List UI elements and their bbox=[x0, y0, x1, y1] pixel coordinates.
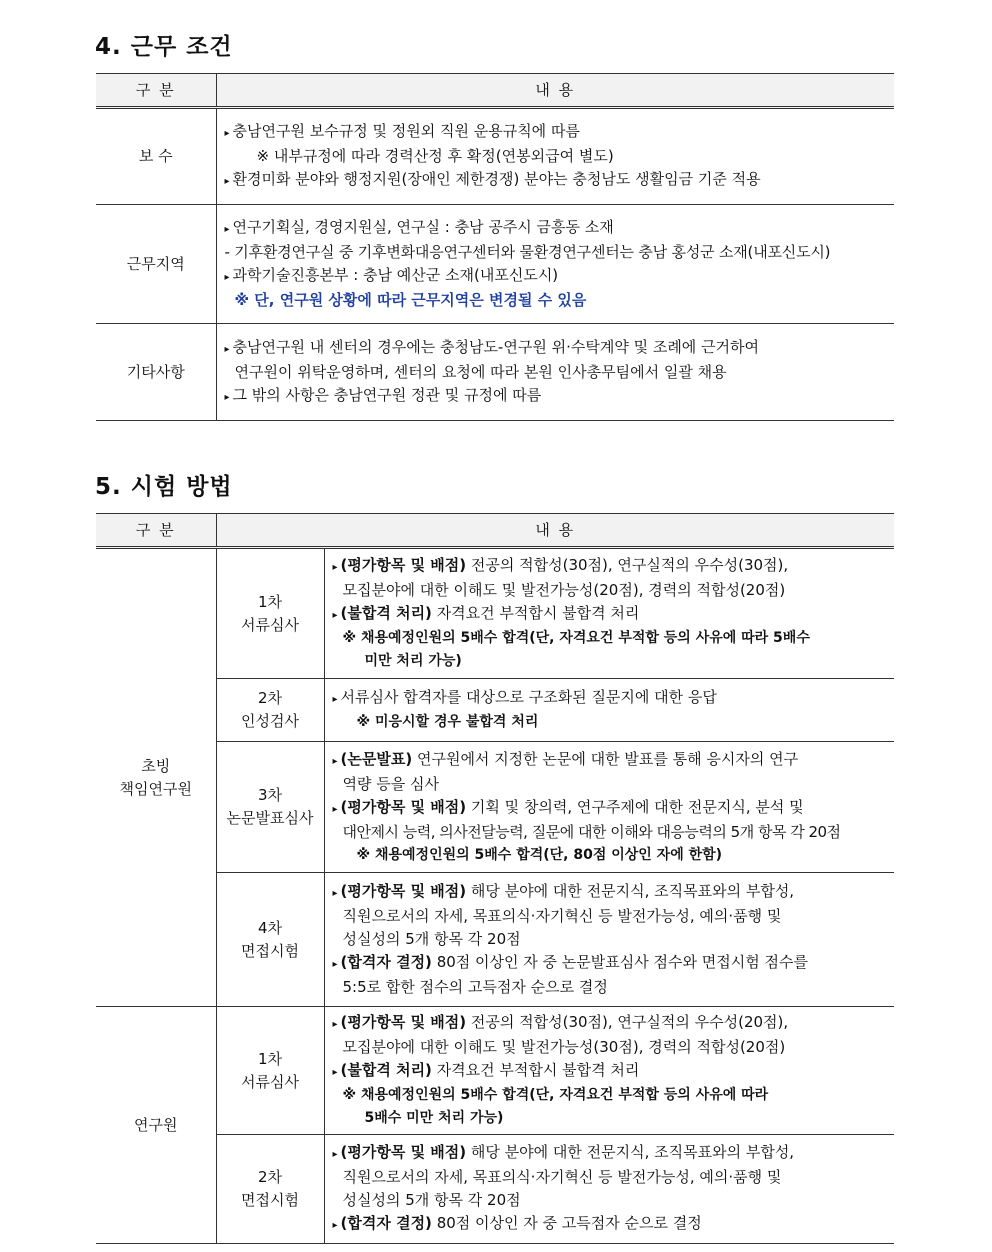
item-text: 기획 및 창의력, 연구주제에 대한 전문지식, 분석 및 bbox=[466, 797, 804, 816]
stage-number: 2차 bbox=[257, 689, 283, 707]
item-text: 성실성의 5개 항목 각 20점 bbox=[342, 930, 521, 948]
header-content: 내 용 bbox=[216, 74, 894, 108]
row-content-etc bbox=[216, 324, 894, 421]
item-text: 자격요건 부적합시 불합격 처리 bbox=[431, 604, 640, 622]
work-conditions-table bbox=[96, 73, 894, 421]
triangle-bullet-icon: ▸ bbox=[224, 176, 230, 187]
item-note: 미만 처리 가능) bbox=[364, 653, 462, 669]
table-header-row bbox=[96, 74, 894, 108]
item-note: ※ 채용예정인원의 5배수 합격(단, 자격요건 부적합 등의 사유에 따라 bbox=[342, 1087, 769, 1103]
triangle-bullet-icon: ▸ bbox=[332, 562, 338, 573]
item-heading: (평가항목 및 배점) bbox=[340, 797, 467, 816]
stage-name: 서류심사 bbox=[241, 615, 299, 634]
triangle-bullet-icon: ▸ bbox=[332, 803, 338, 815]
group-label-line: 책임연구원 bbox=[119, 779, 192, 798]
table-row bbox=[96, 679, 894, 742]
item-text: 5:5로 합한 점수의 고득점자 순으로 결정 bbox=[342, 978, 608, 996]
item-text: 역량 등을 심사 bbox=[342, 774, 439, 793]
item-text: 직원으로서의 자세, 목표의식·자기혁신 등 발전가능성, 예의·품행 및 bbox=[342, 907, 782, 925]
table-row bbox=[96, 205, 894, 324]
stage-content bbox=[324, 1007, 894, 1135]
item-text: 80점 이상인 자 중 고득점자 순으로 결정 bbox=[431, 1214, 702, 1232]
item-heading: (평가항목 및 배점) bbox=[340, 1143, 467, 1161]
row-label-salary: 보 수 bbox=[96, 108, 216, 205]
content-line: 충남연구원 보수규정 및 정원외 직원 운용규칙에 따름 bbox=[232, 122, 580, 140]
item-note: ※ 미응시할 경우 불합격 처리 bbox=[356, 714, 539, 730]
table-row bbox=[96, 742, 894, 873]
triangle-bullet-icon: ▸ bbox=[332, 888, 338, 899]
stage-name: 면접시험 bbox=[241, 941, 299, 960]
content-line: - 기후환경연구실 중 기후변화대응연구센터와 물환경연구센터는 충남 홍성군 소재(내포신도시) bbox=[224, 243, 831, 261]
stage-name: 논문발표심사 bbox=[226, 809, 314, 827]
item-text: 모집분야에 대한 이해도 및 발전가능성(20점), 경력의 적합성(20점) bbox=[342, 581, 786, 599]
item-text: 해당 분야에 대한 전문지식, 조직목표와의 부합성, bbox=[466, 882, 795, 900]
item-text: 모집분야에 대한 이해도 및 발전가능성(30점), 경력의 적합성(20점) bbox=[342, 1038, 786, 1056]
triangle-bullet-icon: ▸ bbox=[332, 1149, 338, 1160]
table-row bbox=[96, 324, 894, 421]
stage-name: 면접시험 bbox=[241, 1191, 299, 1209]
triangle-bullet-icon: ▸ bbox=[332, 1220, 338, 1231]
item-heading: (논문발표) bbox=[340, 749, 413, 768]
stage-number: 4차 bbox=[257, 918, 283, 937]
group-label-visiting-senior-researcher bbox=[96, 548, 216, 1007]
stage-name: 인성검사 bbox=[241, 712, 299, 730]
group-label-line: 초빙 bbox=[141, 756, 171, 775]
row-label-etc: 기타사항 bbox=[96, 324, 216, 421]
stage-content bbox=[324, 742, 894, 873]
row-content-salary bbox=[216, 108, 894, 205]
stage-content bbox=[324, 679, 894, 742]
triangle-bullet-icon: ▸ bbox=[224, 272, 230, 283]
item-heading: (합격자 결정) bbox=[340, 953, 432, 971]
content-line: 충남연구원 내 센터의 경우에는 충청남도-연구원 위·수탁계약 및 조례에 근거하여 bbox=[232, 337, 760, 356]
content-note: ※ 내부규정에 따라 경력산정 후 확정(연봉외급여 별도) bbox=[256, 147, 614, 165]
stage-content bbox=[324, 548, 894, 679]
triangle-bullet-icon: ▸ bbox=[332, 694, 338, 705]
table-row bbox=[96, 873, 894, 1007]
header-content: 내 용 bbox=[216, 514, 894, 548]
triangle-bullet-icon: ▸ bbox=[224, 343, 230, 355]
triangle-bullet-icon: ▸ bbox=[332, 610, 338, 621]
item-heading: (평가항목 및 배점) bbox=[340, 556, 467, 574]
item-heading: (불합격 처리) bbox=[340, 1061, 432, 1079]
table-row bbox=[96, 548, 894, 679]
row-content-work-location bbox=[216, 205, 894, 324]
item-heading: (불합격 처리) bbox=[340, 604, 432, 622]
section-5-title: 5. 시험 방법 bbox=[95, 474, 233, 500]
item-text: 서류심사 합격자를 대상으로 구조화된 질문지에 대한 응답 bbox=[340, 688, 717, 706]
triangle-bullet-icon: ▸ bbox=[332, 1067, 338, 1078]
stage-number: 3차 bbox=[257, 786, 283, 804]
item-text: 전공의 적합성(30점), 연구실적의 우수성(30점), bbox=[466, 556, 789, 574]
content-note-highlight: ※ 단, 연구원 상황에 따라 근무지역은 변경될 수 있음 bbox=[234, 291, 587, 309]
item-text: 해당 분야에 대한 전문지식, 조직목표와의 부합성, bbox=[466, 1143, 795, 1161]
triangle-bullet-icon: ▸ bbox=[224, 224, 230, 235]
table-row bbox=[96, 1007, 894, 1135]
stage-name: 서류심사 bbox=[241, 1072, 299, 1091]
item-note: ※ 채용예정인원의 5배수 합격(단, 80점 이상인 자에 한함) bbox=[356, 846, 723, 863]
stage-label bbox=[216, 679, 324, 742]
header-category: 구 분 bbox=[96, 514, 216, 548]
section-4-title: 4. 근무 조건 bbox=[95, 34, 233, 60]
content-line: 연구기획실, 경영지원실, 연구실 : 충남 공주시 금흥동 소재 bbox=[232, 218, 614, 236]
item-text: 자격요건 부적합시 불합격 처리 bbox=[431, 1061, 640, 1079]
item-heading: (평가항목 및 배점) bbox=[340, 1013, 467, 1031]
item-text: 연구원에서 지정한 논문에 대한 발표를 통해 응시자의 연구 bbox=[412, 749, 799, 768]
header-category: 구 분 bbox=[96, 74, 216, 108]
triangle-bullet-icon: ▸ bbox=[332, 1019, 338, 1030]
group-label-researcher: 연구원 bbox=[96, 1007, 216, 1244]
content-line: 그 밖의 사항은 충남연구원 정관 및 규정에 따름 bbox=[232, 385, 542, 404]
content-line: 과학기술진흥본부 : 충남 예산군 소재(내포신도시) bbox=[232, 266, 559, 284]
content-line: 연구원이 위탁운영하며, 센터의 요청에 따라 본원 인사총무팀에서 일괄 채용 bbox=[234, 362, 727, 381]
item-text: 대안제시 능력, 의사전달능력, 질문에 대한 이해와 대응능력의 5개 항목 각 20점 bbox=[342, 822, 841, 841]
stage-content bbox=[324, 1135, 894, 1244]
item-text: 직원으로서의 자세, 목표의식·자기혁신 등 발전가능성, 예의·품행 및 bbox=[342, 1168, 782, 1186]
item-heading: (합격자 결정) bbox=[340, 1214, 432, 1232]
content-line: 환경미화 분야와 행정지원(장애인 제한경쟁) 분야는 충청남도 생활임금 기준 적용 bbox=[232, 170, 761, 188]
triangle-bullet-icon: ▸ bbox=[224, 128, 230, 139]
item-text: 성실성의 5개 항목 각 20점 bbox=[342, 1191, 521, 1209]
row-label-work-location: 근무지역 bbox=[96, 205, 216, 324]
triangle-bullet-icon: ▸ bbox=[224, 391, 230, 403]
item-text: 전공의 적합성(30점), 연구실적의 우수성(20점), bbox=[466, 1013, 789, 1031]
item-note: 5배수 미만 처리 가능) bbox=[364, 1110, 504, 1126]
table-row bbox=[96, 108, 894, 205]
table-row bbox=[96, 1135, 894, 1244]
stage-number: 2차 bbox=[257, 1168, 283, 1186]
stage-label bbox=[216, 1007, 324, 1135]
exam-method-table bbox=[96, 513, 894, 1244]
table-header-row bbox=[96, 514, 894, 548]
stage-number: 1차 bbox=[257, 1049, 283, 1068]
item-note: ※ 채용예정인원의 5배수 합격(단, 자격요건 부적합 등의 사유에 따라 5배수 bbox=[342, 630, 810, 646]
stage-label bbox=[216, 1135, 324, 1244]
stage-content bbox=[324, 873, 894, 1007]
stage-label bbox=[216, 548, 324, 679]
stage-label bbox=[216, 873, 324, 1007]
triangle-bullet-icon: ▸ bbox=[332, 959, 338, 970]
stage-label bbox=[216, 742, 324, 873]
item-heading: (평가항목 및 배점) bbox=[340, 882, 467, 900]
stage-number: 1차 bbox=[257, 592, 283, 611]
triangle-bullet-icon: ▸ bbox=[332, 755, 338, 767]
item-text: 80점 이상인 자 중 논문발표심사 점수와 면접시험 점수를 bbox=[431, 953, 808, 971]
